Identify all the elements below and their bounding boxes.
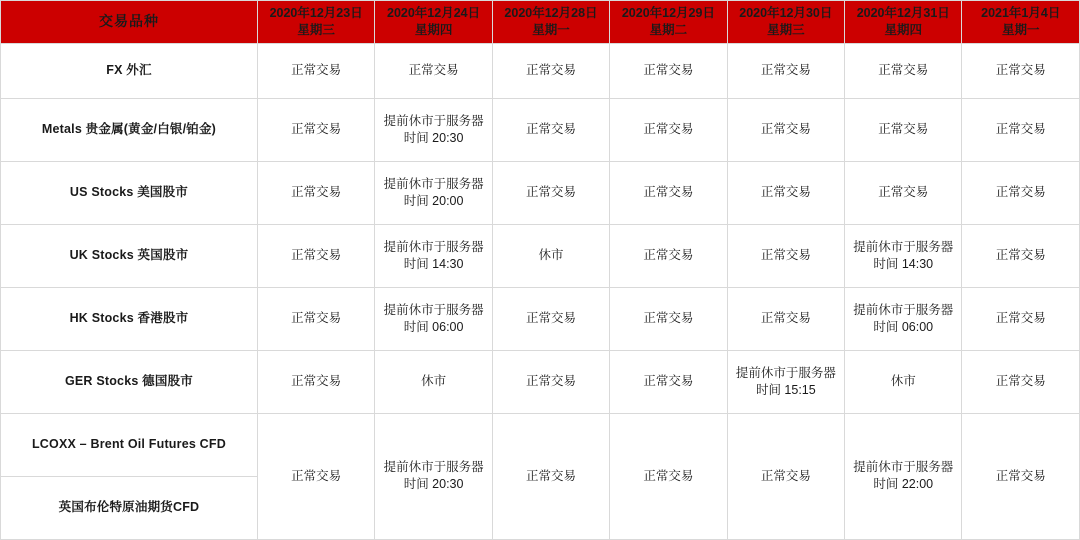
status-cell: 正常交易: [492, 350, 609, 413]
column-header-2020-12-31: [845, 1, 962, 44]
status-cell: 正常交易: [492, 43, 609, 98]
column-header-product: [1, 1, 258, 44]
status-cell: 提前休市于服务器时间 14:30: [845, 224, 962, 287]
column-header-2020-12-28: [492, 1, 609, 44]
column-header-date: 2020年12月28日: [504, 6, 598, 20]
status-cell: 正常交易: [962, 224, 1080, 287]
status-cell: 正常交易: [962, 43, 1080, 98]
status-cell: 正常交易: [257, 413, 374, 539]
table-header: [1, 1, 1080, 44]
status-cell: 正常交易: [610, 43, 727, 98]
column-header-2021-01-04: [962, 1, 1080, 44]
product-name-ger-stocks: GER Stocks 德国股市: [1, 350, 258, 413]
column-header-weekday: 星期三: [297, 22, 335, 37]
status-cell: 正常交易: [610, 98, 727, 161]
status-cell: 正常交易: [845, 43, 962, 98]
status-cell: 正常交易: [257, 98, 374, 161]
product-name-metals: Metals 贵金属(黄金/白银/铂金): [1, 98, 258, 161]
column-header-2020-12-30: [727, 1, 844, 44]
status-cell: 正常交易: [727, 413, 844, 539]
table-row: [1, 98, 1080, 161]
table-row: [1, 413, 1080, 476]
product-name-hk-stocks: HK Stocks 香港股市: [1, 287, 258, 350]
status-cell: 正常交易: [257, 43, 374, 98]
column-header-weekday: 星期四: [884, 22, 923, 37]
status-cell: 正常交易: [610, 224, 727, 287]
status-cell: 提前休市于服务器时间 20:00: [375, 161, 492, 224]
column-header-date: 2020年12月29日: [621, 6, 715, 20]
status-cell: 正常交易: [375, 43, 492, 98]
product-name-brent-oil-cn: 英国布伦特原油期货CFD: [1, 476, 258, 539]
column-header-date: 2021年1月4日: [981, 6, 1061, 20]
column-header-date: 2020年12月31日: [856, 6, 950, 20]
status-cell: 休市: [492, 224, 609, 287]
status-cell: 提前休市于服务器时间 06:00: [845, 287, 962, 350]
status-cell: 正常交易: [492, 287, 609, 350]
status-cell: 提前休市于服务器时间 20:30: [375, 413, 492, 539]
table-row: [1, 224, 1080, 287]
column-header-2020-12-23: [257, 1, 374, 44]
status-cell: 正常交易: [610, 287, 727, 350]
status-cell: 正常交易: [610, 350, 727, 413]
table-row: [1, 350, 1080, 413]
product-name-brent-oil-en: LCOXX – Brent Oil Futures CFD: [1, 413, 258, 476]
status-cell: 正常交易: [727, 43, 844, 98]
column-header-product-label: 交易品种: [98, 13, 159, 30]
status-cell: 正常交易: [492, 98, 609, 161]
status-cell: 休市: [375, 350, 492, 413]
column-header-weekday: 星期一: [1001, 22, 1040, 37]
product-name-us-stocks: US Stocks 美国股市: [1, 161, 258, 224]
status-cell: 正常交易: [610, 161, 727, 224]
status-cell: 正常交易: [962, 350, 1080, 413]
status-cell: 提前休市于服务器时间 06:00: [375, 287, 492, 350]
status-cell: 正常交易: [492, 161, 609, 224]
table-row: [1, 43, 1080, 98]
product-name-uk-stocks: UK Stocks 英国股市: [1, 224, 258, 287]
status-cell: 正常交易: [962, 287, 1080, 350]
status-cell: 正常交易: [610, 413, 727, 539]
product-name-fx: FX 外汇: [1, 43, 258, 98]
column-header-date: 2020年12月24日: [387, 6, 481, 20]
status-cell: 提前休市于服务器时间 20:30: [375, 98, 492, 161]
table-row: [1, 161, 1080, 224]
column-header-weekday: 星期二: [649, 22, 688, 37]
status-cell: 正常交易: [962, 161, 1080, 224]
status-cell: 正常交易: [962, 98, 1080, 161]
status-cell: 正常交易: [492, 413, 609, 539]
status-cell: 正常交易: [257, 287, 374, 350]
column-header-weekday: 星期四: [414, 22, 453, 37]
table-row: [1, 287, 1080, 350]
header-row: [1, 1, 1080, 44]
table-body: [1, 43, 1080, 539]
column-header-weekday: 星期一: [532, 22, 570, 37]
column-header-weekday: 星期三: [767, 22, 805, 37]
status-cell: 正常交易: [962, 413, 1080, 539]
status-cell: 休市: [845, 350, 962, 413]
status-cell: 正常交易: [257, 350, 374, 413]
status-cell: 提前休市于服务器时间 22:00: [845, 413, 962, 539]
status-cell: 正常交易: [257, 224, 374, 287]
status-cell: 正常交易: [727, 98, 844, 161]
status-cell: 正常交易: [727, 161, 844, 224]
status-cell: 正常交易: [257, 161, 374, 224]
status-cell: 正常交易: [727, 224, 844, 287]
status-cell: 正常交易: [727, 287, 844, 350]
column-header-date: 2020年12月23日: [269, 6, 363, 20]
status-cell: 提前休市于服务器时间 14:30: [375, 224, 492, 287]
status-cell: 正常交易: [845, 98, 962, 161]
column-header-date: 2020年12月30日: [739, 6, 833, 20]
status-cell: 正常交易: [845, 161, 962, 224]
status-cell: 提前休市于服务器时间 15:15: [727, 350, 844, 413]
column-header-2020-12-29: [610, 1, 727, 44]
column-header-2020-12-24: [375, 1, 492, 44]
